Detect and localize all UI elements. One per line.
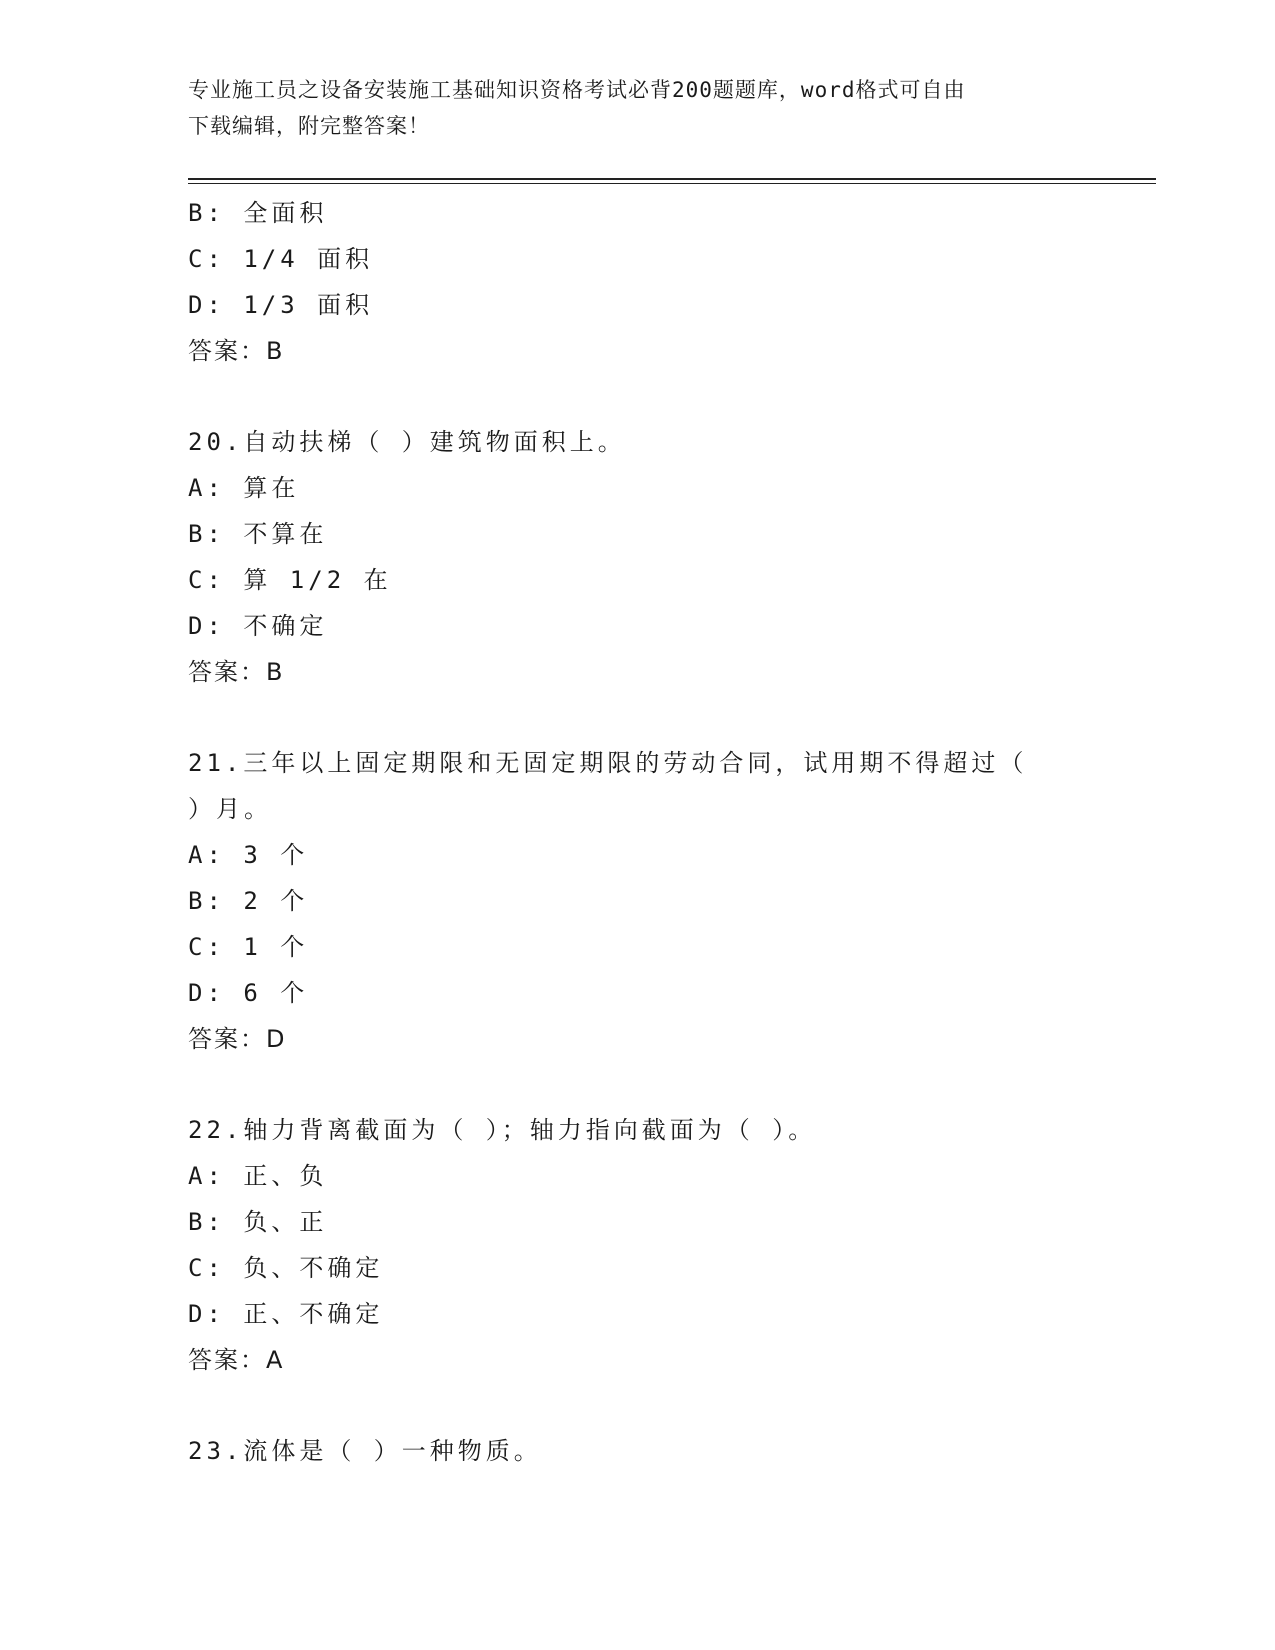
question-stem: 23.流体是（ ）一种物质。	[188, 1437, 542, 1465]
spacer	[188, 695, 1088, 740]
option-d: D: 1/3 面积	[188, 291, 374, 319]
question-stem: 21.三年以上固定期限和无固定期限的劳动合同，试用期不得超过（	[188, 749, 1028, 777]
question-20	[188, 419, 1088, 695]
option-c: C: 1/4 面积	[188, 245, 374, 273]
question-21	[188, 740, 1088, 1062]
option-b: B: 负、正	[188, 1208, 328, 1236]
option-c: C: 1 个	[188, 933, 309, 961]
question-list	[188, 190, 1088, 1474]
answer-line: 答案：A	[188, 1346, 285, 1374]
option-c: C: 算 1/2 在	[188, 566, 392, 594]
question-19	[188, 190, 1088, 374]
option-c: C: 负、不确定	[188, 1254, 384, 1282]
option-b: B: 2 个	[188, 887, 309, 915]
spacer	[188, 1383, 1088, 1428]
answer-line: 答案：B	[188, 658, 285, 686]
question-stem-continuation: ）月。	[188, 795, 272, 823]
answer-line: 答案：D	[188, 1025, 287, 1053]
option-d: D: 正、不确定	[188, 1300, 384, 1328]
header-title-line-2: 下载编辑，附完整答案！	[188, 114, 430, 138]
question-23	[188, 1428, 1088, 1474]
option-d: D: 不确定	[188, 612, 328, 640]
option-b: B: 全面积	[188, 199, 328, 227]
option-b: B: 不算在	[188, 520, 328, 548]
spacer	[188, 374, 1088, 419]
header-divider-thin	[188, 183, 1156, 184]
option-d: D: 6 个	[188, 979, 309, 1007]
option-a: A: 3 个	[188, 841, 309, 869]
question-stem: 20.自动扶梯（ ）建筑物面积上。	[188, 428, 626, 456]
option-a: A: 正、负	[188, 1162, 328, 1190]
header-title-line-1: 专业施工员之设备安装施工基础知识资格考试必背200题题库，word格式可自由	[188, 78, 966, 102]
answer-line: 答案：B	[188, 337, 285, 365]
document-header	[188, 72, 1088, 144]
header-divider-thick	[188, 178, 1156, 180]
spacer	[188, 1062, 1088, 1107]
question-stem: 22.轴力背离截面为（ ）；轴力指向截面为（ ）。	[188, 1116, 817, 1144]
question-22	[188, 1107, 1088, 1383]
option-a: A: 算在	[188, 474, 300, 502]
